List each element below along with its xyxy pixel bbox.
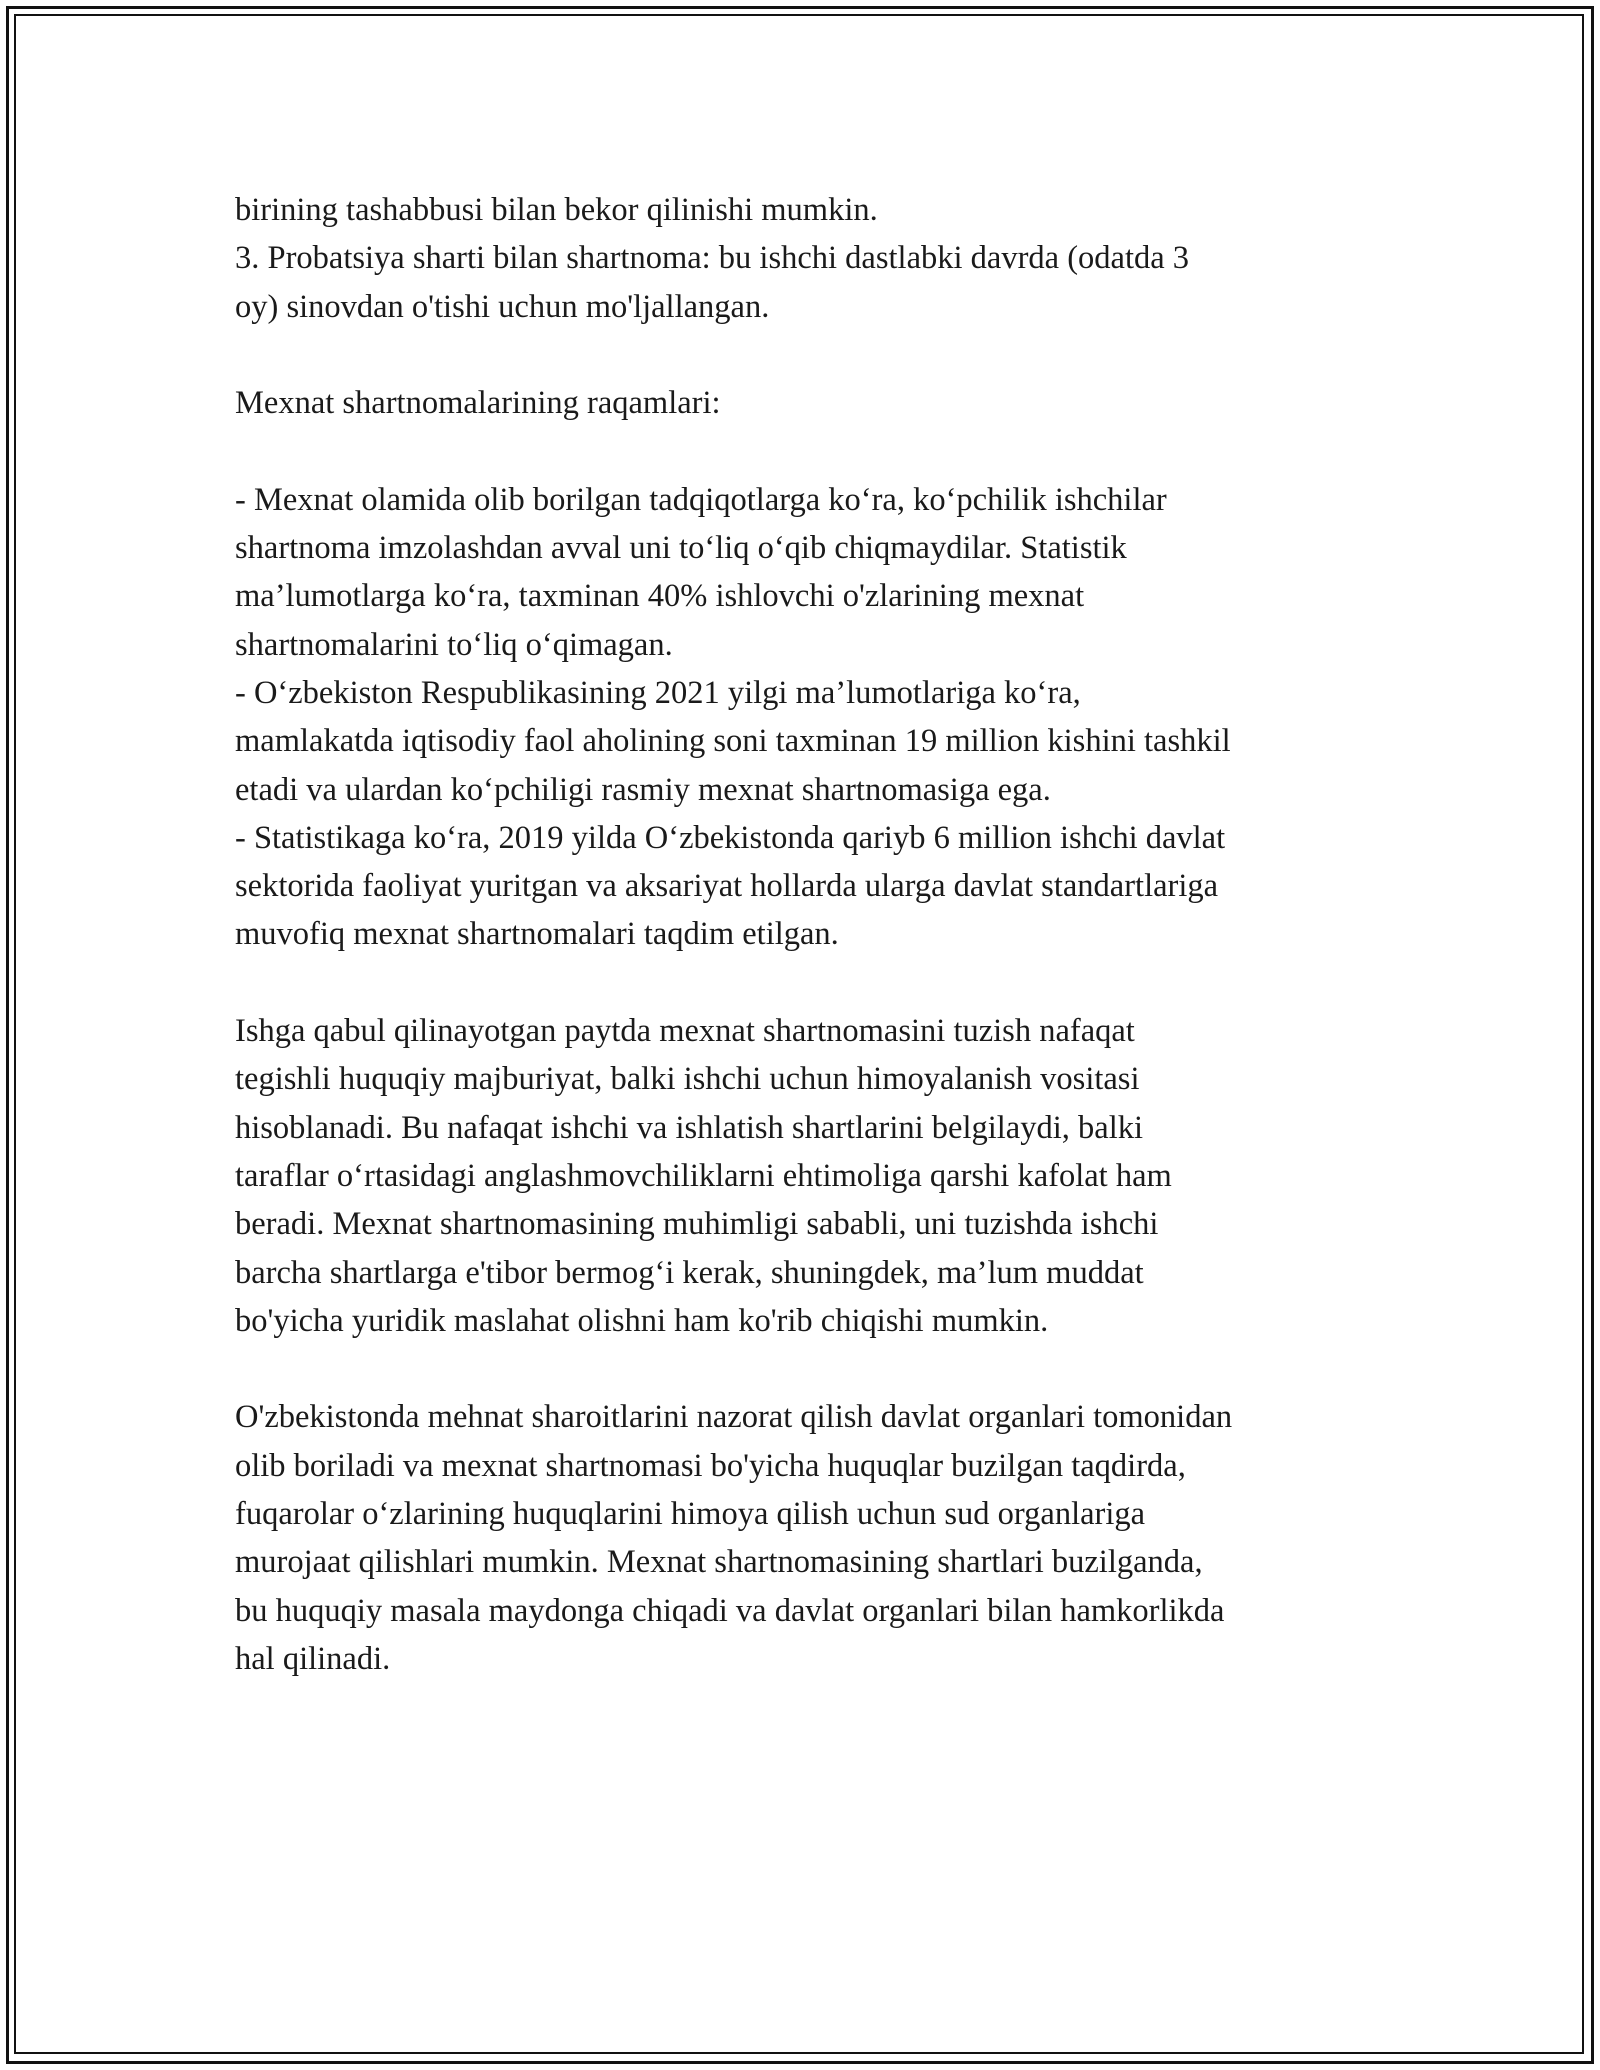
- text-line: 3. Probatsiya sharti bilan shartnoma: bu ishchi dastlabki davrda (odatda 3: [235, 240, 1190, 277]
- text-line: bu huquqiy masala maydonga chiqadi va davlat organlari bilan hamkorlikda: [235, 1592, 1225, 1629]
- text-line: taraflar o‘rtasidagi anglashmovchiliklarni ehtimoliga qarshi kafolat ham: [235, 1157, 1172, 1194]
- text-line: bo'yicha yuridik maslahat olishni ham ko'rib chiqishi mumkin.: [235, 1302, 1049, 1339]
- text-line: - O‘zbekiston Respublikasining 2021 yilgi ma’lumotlariga ko‘ra,: [235, 674, 1081, 711]
- document-body: [235, 186, 1415, 1683]
- text-line: muvofiq mexnat shartnomalari taqdim etilgan.: [235, 916, 839, 953]
- text-line: olib boriladi va mexnat shartnomasi bo'yicha huquqlar buzilgan taqdirda,: [235, 1447, 1186, 1484]
- text-line: hal qilinadi.: [235, 1640, 391, 1677]
- text-line: barcha shartlarga e'tibor bermog‘i kerak, shuningdek, ma’lum muddat: [235, 1254, 1144, 1291]
- text-line: etadi va ulardan ko‘pchiligi rasmiy mexnat shartnomasiga ega.: [235, 771, 1051, 808]
- paragraph-gap: [235, 427, 1415, 475]
- intro-block: [235, 186, 1415, 331]
- paragraph-labor-oversight: [235, 1393, 1415, 1683]
- text-line: - Statistikaga ko‘ra, 2019 yilda O‘zbekistonda qariyb 6 million ishchi davlat: [235, 819, 1226, 856]
- section-heading: Mexnat shartnomalarining raqamlari:: [235, 385, 721, 422]
- text-line: mamlakatda iqtisodiy faol aholining soni taxminan 19 million kishini tashkil: [235, 723, 1231, 760]
- text-line: O'zbekistonda mehnat sharoitlarini nazorat qilish davlat organlari tomonidan: [235, 1399, 1233, 1436]
- text-line: oy) sinovdan o'tishi uchun mo'ljallangan.: [235, 288, 770, 325]
- statistics-list: [235, 476, 1415, 959]
- paragraph-gap: [235, 959, 1415, 1007]
- text-line: shartnomalarini to‘liq o‘qimagan.: [235, 626, 673, 663]
- text-line: murojaat qilishlari mumkin. Mexnat shartnomasining shartlari buzilganda,: [235, 1544, 1203, 1581]
- paragraph-employment-contract: [235, 1007, 1415, 1345]
- text-line: - Mexnat olamida olib borilgan tadqiqotlarga ko‘ra, ko‘pchilik ishchilar: [235, 481, 1167, 518]
- text-line: beradi. Mexnat shartnomasining muhimligi sababli, uni tuzishda ishchi: [235, 1206, 1159, 1243]
- text-line: ma’lumotlarga ko‘ra, taxminan 40% ishlovchi o'zlarining mexnat: [235, 578, 1085, 615]
- text-line: fuqarolar o‘zlarining huquqlarini himoya qilish uchun sud organlariga: [235, 1496, 1146, 1533]
- text-line: tegishli huquqiy majburiyat, balki ishchi uchun himoyalanish vositasi: [235, 1061, 1140, 1098]
- text-line: Ishga qabul qilinayotgan paytda mexnat shartnomasini tuzish nafaqat: [235, 1013, 1135, 1050]
- text-line: shartnoma imzolashdan avval uni to‘liq o‘qib chiqmaydilar. Statistik: [235, 530, 1127, 567]
- text-line: sektorida faoliyat yuritgan va aksariyat hollarda ularga davlat standartlariga: [235, 868, 1219, 905]
- text-line: hisoblanadi. Bu nafaqat ishchi va ishlatish shartlarini belgilaydi, balki: [235, 1109, 1144, 1146]
- paragraph-gap: [235, 331, 1415, 379]
- text-line: birining tashabbusi bilan bekor qilinishi mumkin.: [235, 192, 878, 228]
- paragraph-gap: [235, 1345, 1415, 1393]
